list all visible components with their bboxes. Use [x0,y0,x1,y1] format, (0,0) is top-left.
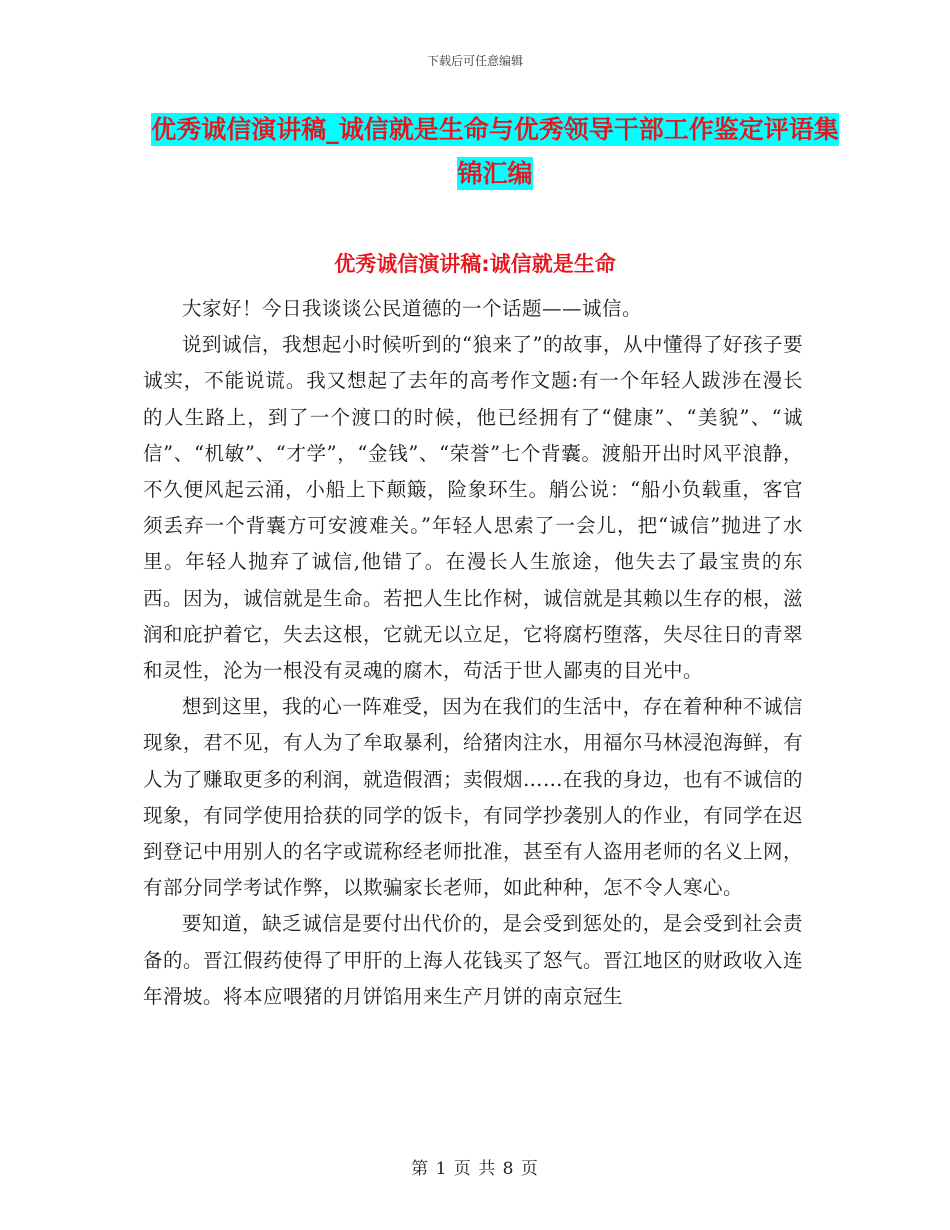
section-title: 优秀诚信演讲稿:诚信就是生命 [334,252,616,276]
page-number-footer: 第 1 页 共 8 页 [411,1159,539,1179]
page-header-note: 下载后可任意编辑 [426,54,523,68]
paragraph: 说到诚信，我想起小时候听到的“狼来了”的故事，从中懂得了好孩子要诚实，不能说谎。我又想起了去年的高考作文题:有一个年轻人跋涉在漫长的人生路上，到了一个渡口的时候，他已经拥有了“健康”、“美貌”、“诚信”、“机敏”、“才学”，“金钱”、“荣誉”七个背囊。渡船开出时风平浪静，不久便风起云涌，小船上下颠簸，险象环生。艄公说：“船小负载重，客官须丢弃一个背囊方可安渡难关。”年轻人思索了一会儿，把“诚信”抛进了水里。年轻人抛弃了诚信,他错了。在漫长人生旅途，他失去了最宝贵的东西。因为，诚信就是生命。若把人生比作树，诚信就是其赖以生存的根，滋润和庇护着它，失去这根，它就无以立足，它将腐朽堕落，失尽往日的青翠和灵性，沦为一根没有灵魂的腐木，苟活于世人鄙夷的目光中。 [143,333,804,683]
paragraph: 要知道，缺乏诚信是要付出代价的，是会受到惩处的，是会受到社会责备的。晋江假药使得了甲肝的上海人花钱买了怒气。晋江地区的财政收入连年滑坡。将本应喂猪的月饼馅用来生产月饼的南京冠生 [143,912,804,1008]
document-title-text: 优秀诚信演讲稿_诚信就是生命与优秀领导干部工作鉴定评语集锦汇编 [151,115,839,188]
paragraph: 大家好！今日我谈谈公民道德的一个话题——诚信。 [182,297,643,320]
document-body [143,291,803,1015]
paragraph: 想到这里，我的心一阵难受，因为在我们的生活中，存在着种种不诚信现象，君不见，有人为了牟取暴利，给猪肉注水，用福尔马林浸泡海鲜，有人为了赚取更多的利润，就造假酒；卖假烟……在我的身边，也有不诚信的现象，有同学使用拾获的同学的饭卡，有同学抄袭别人的作业，有同学在迟到登记中用别人的名字或谎称经老师批准，甚至有人盗用老师的名义上网，有部分同学考试作弊，以欺骗家长老师，如此种种，怎不令人寒心。 [143,695,804,900]
document-title [140,108,850,196]
